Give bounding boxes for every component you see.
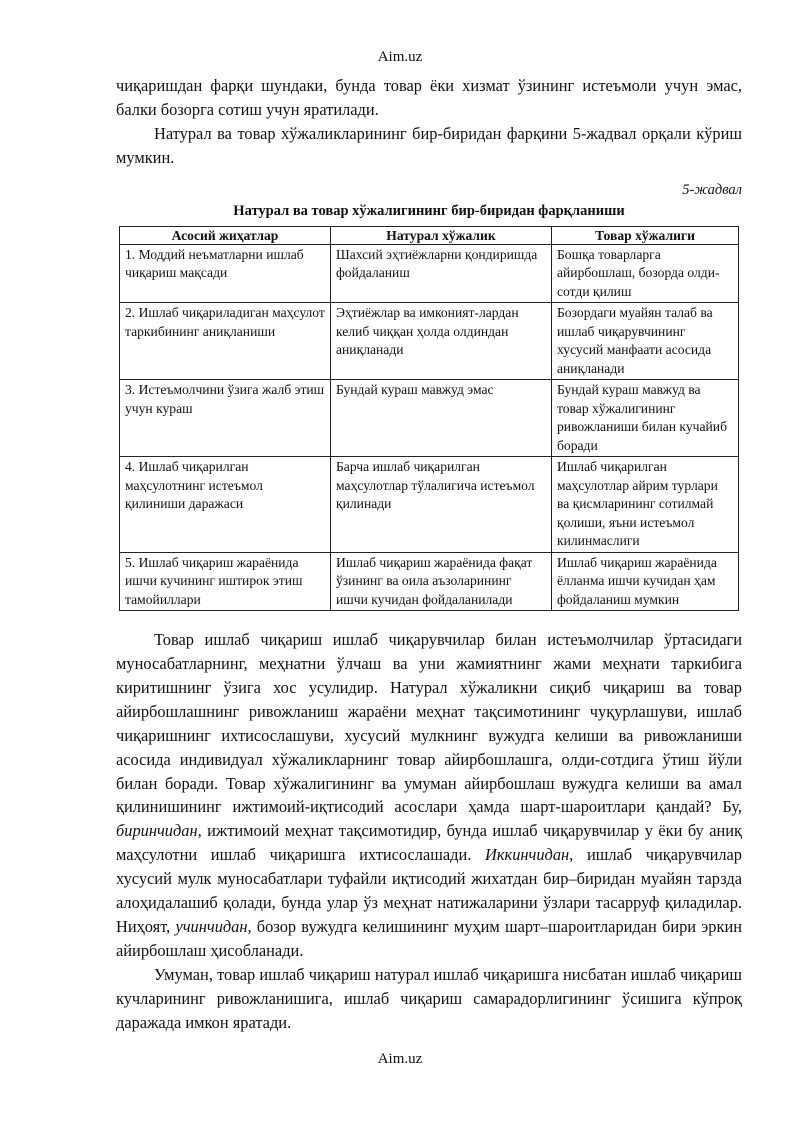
- emphasis-second: Иккинчидан: [485, 845, 570, 865]
- table-title: Натурал ва товар хўжалигининг бир-биридан фарқланиши: [233, 202, 625, 219]
- header-cell-commodity: Товар хўжалиги: [552, 226, 739, 244]
- header-cell-aspects: Асосий жиҳатлар: [120, 226, 331, 244]
- table-cell: Бундай кураш мавжуд ва товар хўжалигининг ривожланиши билан кучайиб боради: [552, 380, 739, 457]
- table-cell: Бошқа товарларга айирбошлаш, бозорда олди-сотди қилиш: [552, 244, 739, 303]
- body-text: бозор вужудга келишининг муҳим шарт–шароитларидан бири эркин айирбошлаш ҳисобланади.: [116, 917, 742, 960]
- page-footer: Aim.uz: [377, 1051, 423, 1067]
- header-cell-natural: Натурал хўжалик: [331, 226, 552, 244]
- table-cell: Ишлаб чиқарилган маҳсулотлар айрим турлари ва қисмларининг сотилмай қолиши, яъни истеъмол килинмаслиги: [552, 457, 739, 553]
- table-header-row: [120, 226, 739, 244]
- table-cell: 3. Истеъмолчини ўзига жалб этиш учун кураш: [120, 380, 331, 457]
- table-row: [120, 244, 739, 303]
- table-cell: Эҳтиёжлар ва имконият-лардан келиб чиққан ҳолда олдиндан аниқланади: [331, 303, 552, 380]
- table-cell: 2. Ишлаб чиқариладиган маҳсулот таркибининг аниқланиши: [120, 303, 331, 380]
- table-number: 5-жадвал: [682, 181, 742, 198]
- body-text: Товар ишлаб чиқариш ишлаб чиқарувчилар билан истеъмолчилар ўртасидаги муносабатларнинг, меҳнатни ўлчаш ва уни жамиятнинг жами меҳнати таркибига киритишнинг ўзига хос усулидир. Натурал хўжаликни сиқиб чиқариш ва товар айирбошлашнинг ривожланиш жараёни меҳнат тақсимотининг чуқурлашуви, ишлаб чиқаришнинг ихтисослашуви, хусусий мулкнинг вужудга келиши ва ривожланиши асосида индивидуал хўжаликларнинг товар айирбошлашга, олди-сотдига ўтиш йўли билан боради. Товар хўжалигининг ва умуман айирбошлаш вужудга келиши ва амал қилинишининг ижтимоий-иқтисодий асослари ҳамда шарт-шароитлари қандай? Бу,: [116, 630, 742, 817]
- table-cell: Шахсий эҳтиёжларни қондиришда фойдаланиш: [331, 244, 552, 303]
- table-cell: 1. Моддий неъматларни ишлаб чиқариш мақсади: [120, 244, 331, 303]
- table-cell: Ишлаб чиқариш жараёнида фақат ўзининг ва оила аъзоларининг ишчи кучидан фойдаланилади: [331, 552, 552, 611]
- table-cell: 5. Ишлаб чиқариш жараёнида ишчи кучининг иштирок этиш тамойиллари: [120, 552, 331, 611]
- table-cell: Ишлаб чиқариш жараёнида ёлланма ишчи кучидан ҳам фойдаланиш мумкин: [552, 552, 739, 611]
- table-row: [120, 457, 739, 553]
- table-cell: Бундай кураш мавжуд эмас: [331, 380, 552, 457]
- emphasis-third: учинчидан,: [175, 917, 252, 936]
- table-cell: 4. Ишлаб чиқарилган маҳсулотнинг истеъмол қилиниши даражаси: [120, 457, 331, 553]
- table-cell: Барча ишлаб чиқарилган маҳсулотлар тўлалигича истеъмол қилинади: [331, 457, 552, 553]
- body-text: , ишлаб чиқарувчилар хусусий мулк муносабатлари туфайли иқтисодий жихатдан бир–биридан муайян тарзда алоҳидалашиб қолади, бунда улар ўз меҳнат натижаларини ўзлари тасарруф қиладилар. Ниҳоят,: [116, 845, 742, 936]
- intro-paragraph-2: Натурал ва товар хўжаликларининг бир-биридан фарқини 5-жадвал орқали кўриш мумкин.: [116, 123, 742, 167]
- table-cell: Бозордаги муайян талаб ва ишлаб чиқарувчининг хусусий манфаати асосида аниқланади: [552, 303, 739, 380]
- emphasis-first: биринчидан: [116, 821, 198, 841]
- page-header: Aim.uz: [377, 49, 423, 65]
- comparison-table: [119, 226, 739, 612]
- body-text: , ижтимоий меҳнат тақсимотидир, бунда ишлаб чиқарувчилар у ёки бу аниқ маҳсулотни ишлаб чиқаришга ихтисослашади.: [116, 821, 742, 865]
- body-paragraph-1: [116, 628, 742, 963]
- table-row: [120, 380, 739, 457]
- table-row: [120, 552, 739, 611]
- body-paragraph-2: Умуман, товар ишлаб чиқариш натурал ишлаб чиқаришга нисбатан ишлаб чиқариш кучларининг ривожланишига, ишлаб чиқариш самарадорлигининг ўсишига кўпроқ даражада имкон яратади.: [116, 964, 742, 1032]
- table-row: [120, 303, 739, 380]
- page-content: [116, 74, 742, 1035]
- intro-paragraph-1: чиқаришдан фарқи шундаки, бунда товар ёки хизмат ўзининг истеъмоли учун эмас, балки бозорга сотиш учун яратилади.: [116, 76, 742, 119]
